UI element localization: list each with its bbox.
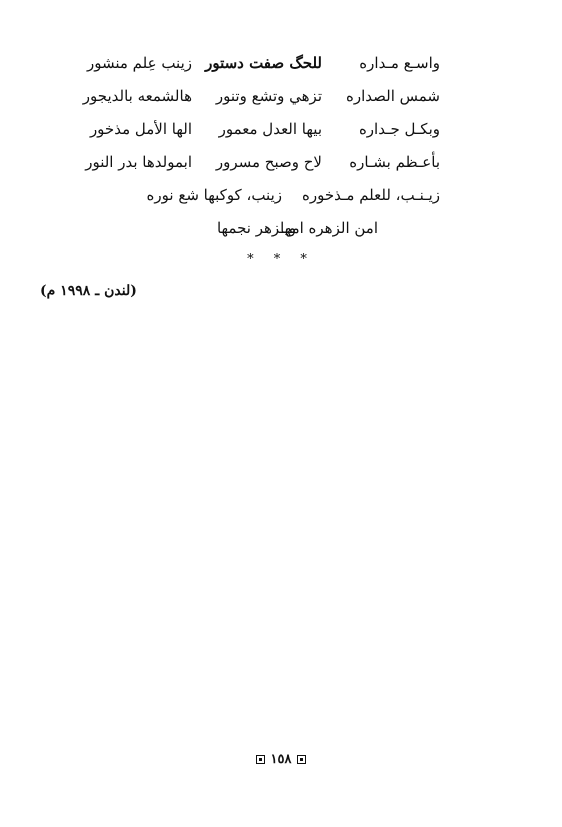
poem-verse-5: [0, 180, 562, 213]
verse-6-part-2: امن الزهره امها: [280, 219, 378, 237]
page-number: ١٥٨: [270, 752, 292, 767]
verse-2-part-3: شمس الصداره: [345, 87, 440, 105]
poem-verse-1: [0, 48, 562, 81]
verse-2-part-2: تزهي وتشع وتنور: [215, 87, 322, 105]
place-date-note: (لندن ـ ١٩٩٨ م): [40, 283, 137, 299]
poem-verse-6: [0, 213, 562, 246]
square-ornament-icon: [256, 755, 265, 764]
verse-1-part-1: زينب عِلم منشور: [86, 54, 192, 72]
verse-3-part-3: وبكـل جـداره: [358, 120, 440, 138]
verse-3-part-2: بيها العدل معمور: [218, 120, 322, 138]
verse-1-part-3: واسـع مـداره: [359, 54, 440, 72]
section-separator: * * *: [247, 252, 315, 267]
poem: [0, 48, 562, 246]
poem-verse-3: [0, 114, 562, 147]
verse-5-part-1: زينب، كوكبها شع نوره: [146, 186, 282, 204]
verse-1-part-2: للحگ صفت دستور: [205, 54, 322, 72]
poem-verse-4: [0, 147, 562, 180]
verse-4-part-2: لاح وصبح مسرور: [215, 153, 322, 171]
verse-6-part-1: ويـزهر نجمها: [216, 219, 296, 237]
poem-verse-2: [0, 81, 562, 114]
page-number-footer: [0, 752, 562, 767]
verse-3-part-1: الها الأمل مذخور: [89, 120, 192, 138]
verse-4-part-1: ابمولدها بدر النور: [85, 153, 192, 171]
verse-5-part-2: زيـنـب، للعلم مـذخوره: [302, 186, 440, 204]
verse-2-part-1: هالشمعه بالديجور: [82, 87, 192, 105]
square-ornament-icon: [297, 755, 306, 764]
verse-4-part-3: بأعـظم بشـاره: [349, 153, 440, 171]
